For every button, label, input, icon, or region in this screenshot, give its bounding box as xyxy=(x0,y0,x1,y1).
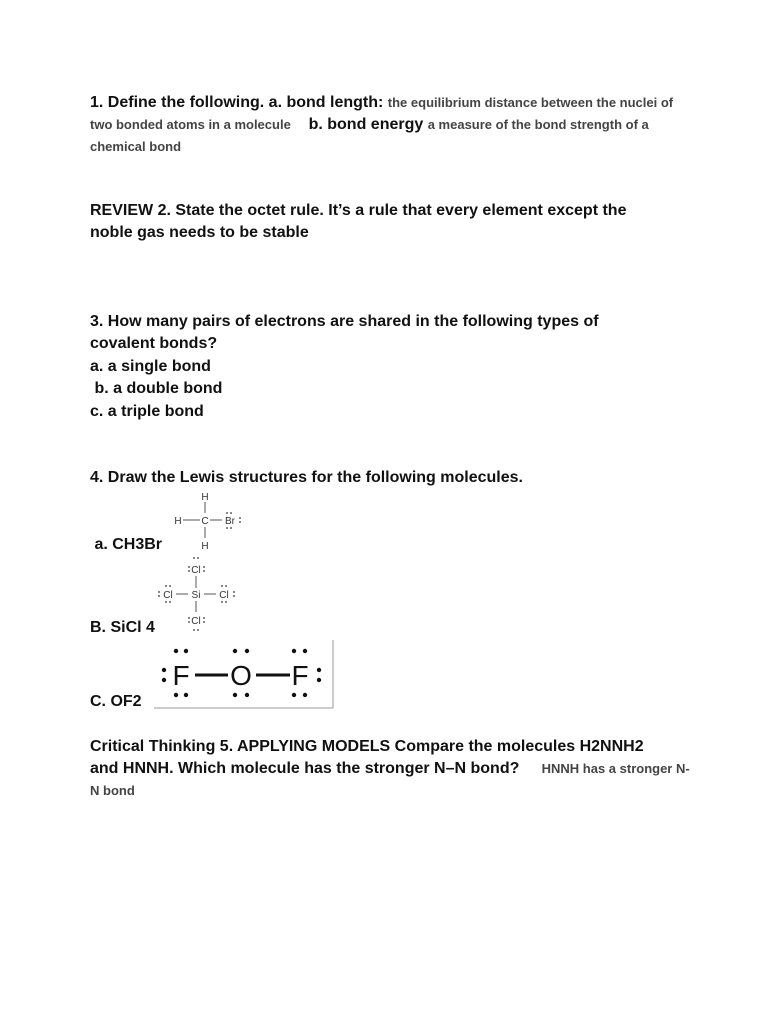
of2-f-left: F xyxy=(172,660,190,691)
question-1-prompt: 1. Define the following. a. bond length: xyxy=(90,94,384,111)
ch3br-h-bottom: H xyxy=(201,541,209,552)
answer-bond-energy: a measure of the bond strength of a chemical bond xyxy=(90,117,649,154)
ch3br-h-top: H xyxy=(201,492,209,503)
sicl4-si: Si xyxy=(191,590,201,601)
question-2-line-1: REVIEW 2. State the octet rule. It’s a rule that every element except the xyxy=(90,202,627,219)
question-3-option-c: c. a triple bond xyxy=(90,403,204,420)
question-5-line-2 xyxy=(90,758,690,802)
question-5-prompt: and HNNH. Which molecule has the stronger N–N bond? xyxy=(90,760,520,777)
answer-stronger-bond: HNNH has a stronger N-N bond xyxy=(90,761,690,798)
answer-bond-length: the equilibrium distance between the nuclei of two bonded atoms in a molecule xyxy=(90,95,674,132)
question-4-prompt: 4. Draw the Lewis structures for the following molecules. xyxy=(90,469,523,486)
of2-label: C. OF2 xyxy=(90,693,142,710)
of2-lewis-structure xyxy=(150,638,334,710)
of2-f-right: F xyxy=(291,660,309,691)
ch3br-h-left: H xyxy=(174,516,182,527)
question-3-line-2: covalent bonds? xyxy=(90,335,218,352)
question-2-line-2: noble gas needs to be stable xyxy=(90,224,309,241)
sicl4-cl-bottom: Cl xyxy=(191,616,201,627)
question-3-option-a: a. a single bond xyxy=(90,358,211,375)
question-1 xyxy=(90,92,690,158)
sicl4-cl-top: Cl xyxy=(191,565,201,576)
ch3br-lewis-structure xyxy=(168,488,248,554)
ch3br-label: a. CH3Br xyxy=(90,536,163,553)
question-3-line-1: 3. How many pairs of electrons are shared in the following types of xyxy=(90,313,599,330)
ch3br-c: C xyxy=(201,516,209,527)
of2-o: O xyxy=(230,660,252,691)
question-3-option-b: b. a double bond xyxy=(90,380,223,397)
question-5-line-1: Critical Thinking 5. APPLYING MODELS Compare the molecules H2NNH2 xyxy=(90,738,644,755)
sicl4-label: B. SiCl 4 xyxy=(90,619,155,636)
sicl4-cl-left: Cl xyxy=(163,590,173,601)
sicl4-cl-right: Cl xyxy=(219,590,229,601)
ch3br-br: Br xyxy=(225,516,235,527)
sicl4-lewis-structure xyxy=(156,553,240,635)
question-1-part-b: b. bond energy xyxy=(308,116,424,133)
